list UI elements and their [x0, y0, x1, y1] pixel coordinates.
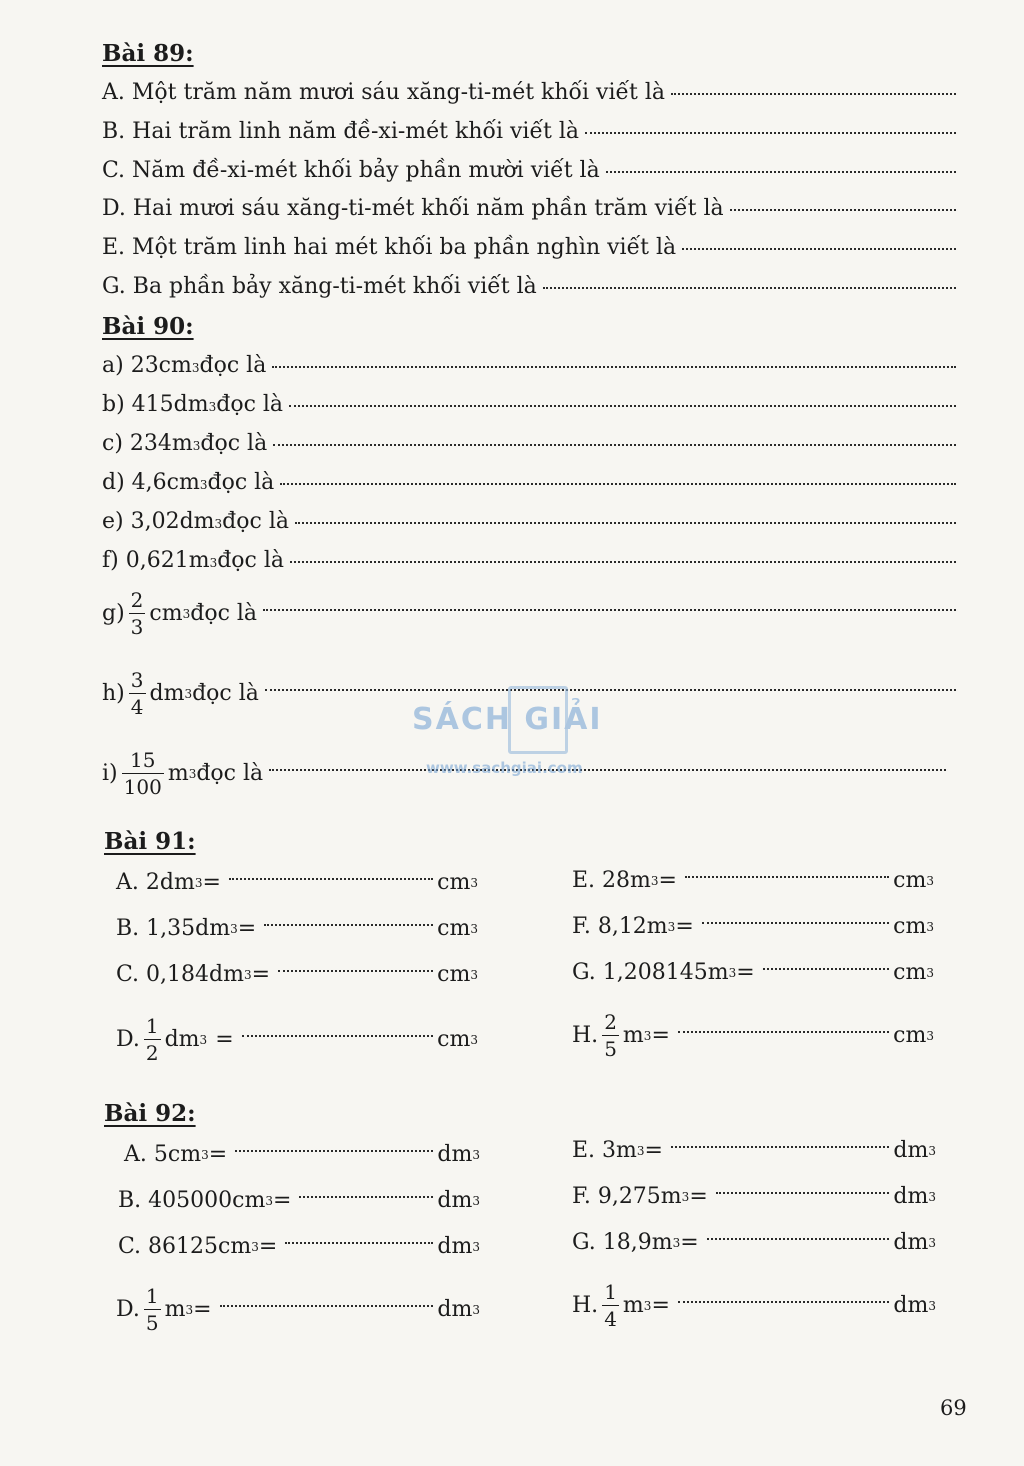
answer-blank[interactable] [585, 132, 956, 134]
bai90-item-g: g) $\frac{2}{3}$ cm 3 đọc là [102, 590, 958, 637]
bai92-item-f: F. 9,275m 3 = dm 3 [572, 1184, 936, 1209]
bai90-item-h: h) $\frac{3}{4}$ dm 3 đọc là [102, 670, 958, 717]
answer-blank[interactable] [290, 561, 956, 563]
answer-blank[interactable] [229, 878, 433, 880]
answer-blank[interactable] [671, 1146, 889, 1148]
answer-blank[interactable] [299, 1196, 433, 1198]
bai91-item-e: E. 28m 3 = cm 3 [572, 868, 934, 893]
answer-blank[interactable] [263, 609, 956, 611]
answer-blank[interactable] [272, 366, 956, 368]
fraction: $\frac{3}{4}$ [130, 668, 144, 719]
fraction: $\frac{2}{5}$ [604, 1010, 617, 1061]
bai91-item-a: A. 2dm 3 = cm 3 [116, 870, 478, 895]
bai92-item-e: E. 3m 3 = dm 3 [572, 1138, 936, 1163]
page-number: 69 [940, 1396, 967, 1420]
answer-blank[interactable] [264, 924, 433, 926]
answer-blank[interactable] [678, 1031, 889, 1033]
answer-blank[interactable] [682, 248, 956, 250]
answer-blank[interactable] [730, 209, 956, 211]
answer-blank[interactable] [606, 171, 956, 173]
answer-blank[interactable] [295, 522, 956, 524]
answer-blank[interactable] [220, 1305, 434, 1307]
heading-bai-91: Bài 91: [104, 828, 196, 855]
bai91-item-h: H. $\frac{2}{5}$ m 3 = cm 3 [572, 1010, 934, 1061]
bai91-item-d: D. $\frac{1}{2}$ dm 3 = cm 3 [116, 1014, 478, 1065]
answer-blank[interactable] [543, 287, 956, 289]
bai90-item-f: f) 0,621m 3 đọc là [102, 548, 958, 573]
answer-blank[interactable] [285, 1242, 433, 1244]
bai92-item-g: G. 18,9m 3 = dm 3 [572, 1230, 936, 1255]
bai89-item-b: B. Hai trăm linh năm đề-xi-mét khối viết là [102, 119, 958, 144]
watermark-brand: SÁCH GIẢI [412, 702, 603, 737]
watermark-logo [412, 686, 612, 781]
bai90-item-i: i) $\frac{15}{100}$ m 3 đọc là [102, 750, 948, 797]
answer-blank[interactable] [702, 922, 889, 924]
bai89-item-d: D. Hai mươi sáu xăng-ti-mét khối năm phần trăm viết là [102, 196, 958, 221]
answer-blank[interactable] [671, 93, 956, 95]
answer-blank[interactable] [716, 1192, 890, 1194]
answer-blank[interactable] [678, 1301, 890, 1303]
fraction: $\frac{2}{3}$ [130, 588, 144, 639]
bai90-item-d: d) 4,6cm 3 đọc là [102, 470, 958, 495]
fraction: $\frac{1}{5}$ [145, 1284, 159, 1335]
bai91-item-b: B. 1,35dm 3 = cm 3 [116, 916, 478, 941]
bai91-item-g: G. 1,208145m 3 = cm 3 [572, 960, 934, 985]
heading-bai-90: Bài 90: [102, 313, 194, 340]
fraction: $\frac{1}{2}$ [145, 1014, 159, 1065]
answer-blank[interactable] [289, 405, 956, 407]
bai89-item-c: C. Năm đề-xi-mét khối bảy phần mười viết là [102, 158, 958, 183]
bai92-item-d: D. $\frac{1}{5}$ m 3 = dm 3 [116, 1284, 480, 1335]
bai89-item-e: E. Một trăm linh hai mét khối ba phần nghìn viết là [102, 235, 958, 260]
bai91-item-f: F. 8,12m 3 = cm 3 [572, 914, 934, 939]
answer-blank[interactable] [273, 444, 956, 446]
answer-blank[interactable] [707, 1238, 890, 1240]
bai90-item-b: b) 415dm 3 đọc là [102, 392, 958, 417]
fraction: $\frac{15}{100}$ [123, 748, 162, 799]
bai89-item-g: G. Ba phần bảy xăng-ti-mét khối viết là [102, 274, 958, 299]
bai92-item-a: A. 5cm 3 = dm 3 [124, 1142, 480, 1167]
bai92-item-c: C. 86125cm 3 = dm 3 [118, 1234, 480, 1259]
bai90-item-c: c) 234m 3 đọc là [102, 431, 958, 456]
bai90-item-e: e) 3,02dm 3 đọc là [102, 509, 958, 534]
fraction: $\frac{1}{4}$ [604, 1280, 617, 1331]
bai89-item-a: A. Một trăm năm mươi sáu xăng-ti-mét khối viết là [102, 80, 958, 105]
answer-blank[interactable] [235, 1150, 433, 1152]
answer-blank[interactable] [685, 876, 889, 878]
answer-blank[interactable] [242, 1035, 434, 1037]
answer-blank[interactable] [763, 968, 889, 970]
bai90-item-a: a) 23cm 3 đọc là [102, 353, 958, 378]
answer-blank[interactable] [278, 970, 433, 972]
bai92-item-h: H. $\frac{1}{4}$ m 3 = dm 3 [572, 1280, 936, 1331]
heading-bai-89: Bài 89: [102, 40, 194, 67]
watermark-url: www.sachgiai.com [426, 759, 583, 777]
heading-bai-92: Bài 92: [104, 1100, 196, 1127]
bai91-item-c: C. 0,184dm 3 = cm 3 [116, 962, 478, 987]
answer-blank[interactable] [280, 483, 956, 485]
bai92-item-b: B. 405000cm 3 = dm 3 [118, 1188, 480, 1213]
